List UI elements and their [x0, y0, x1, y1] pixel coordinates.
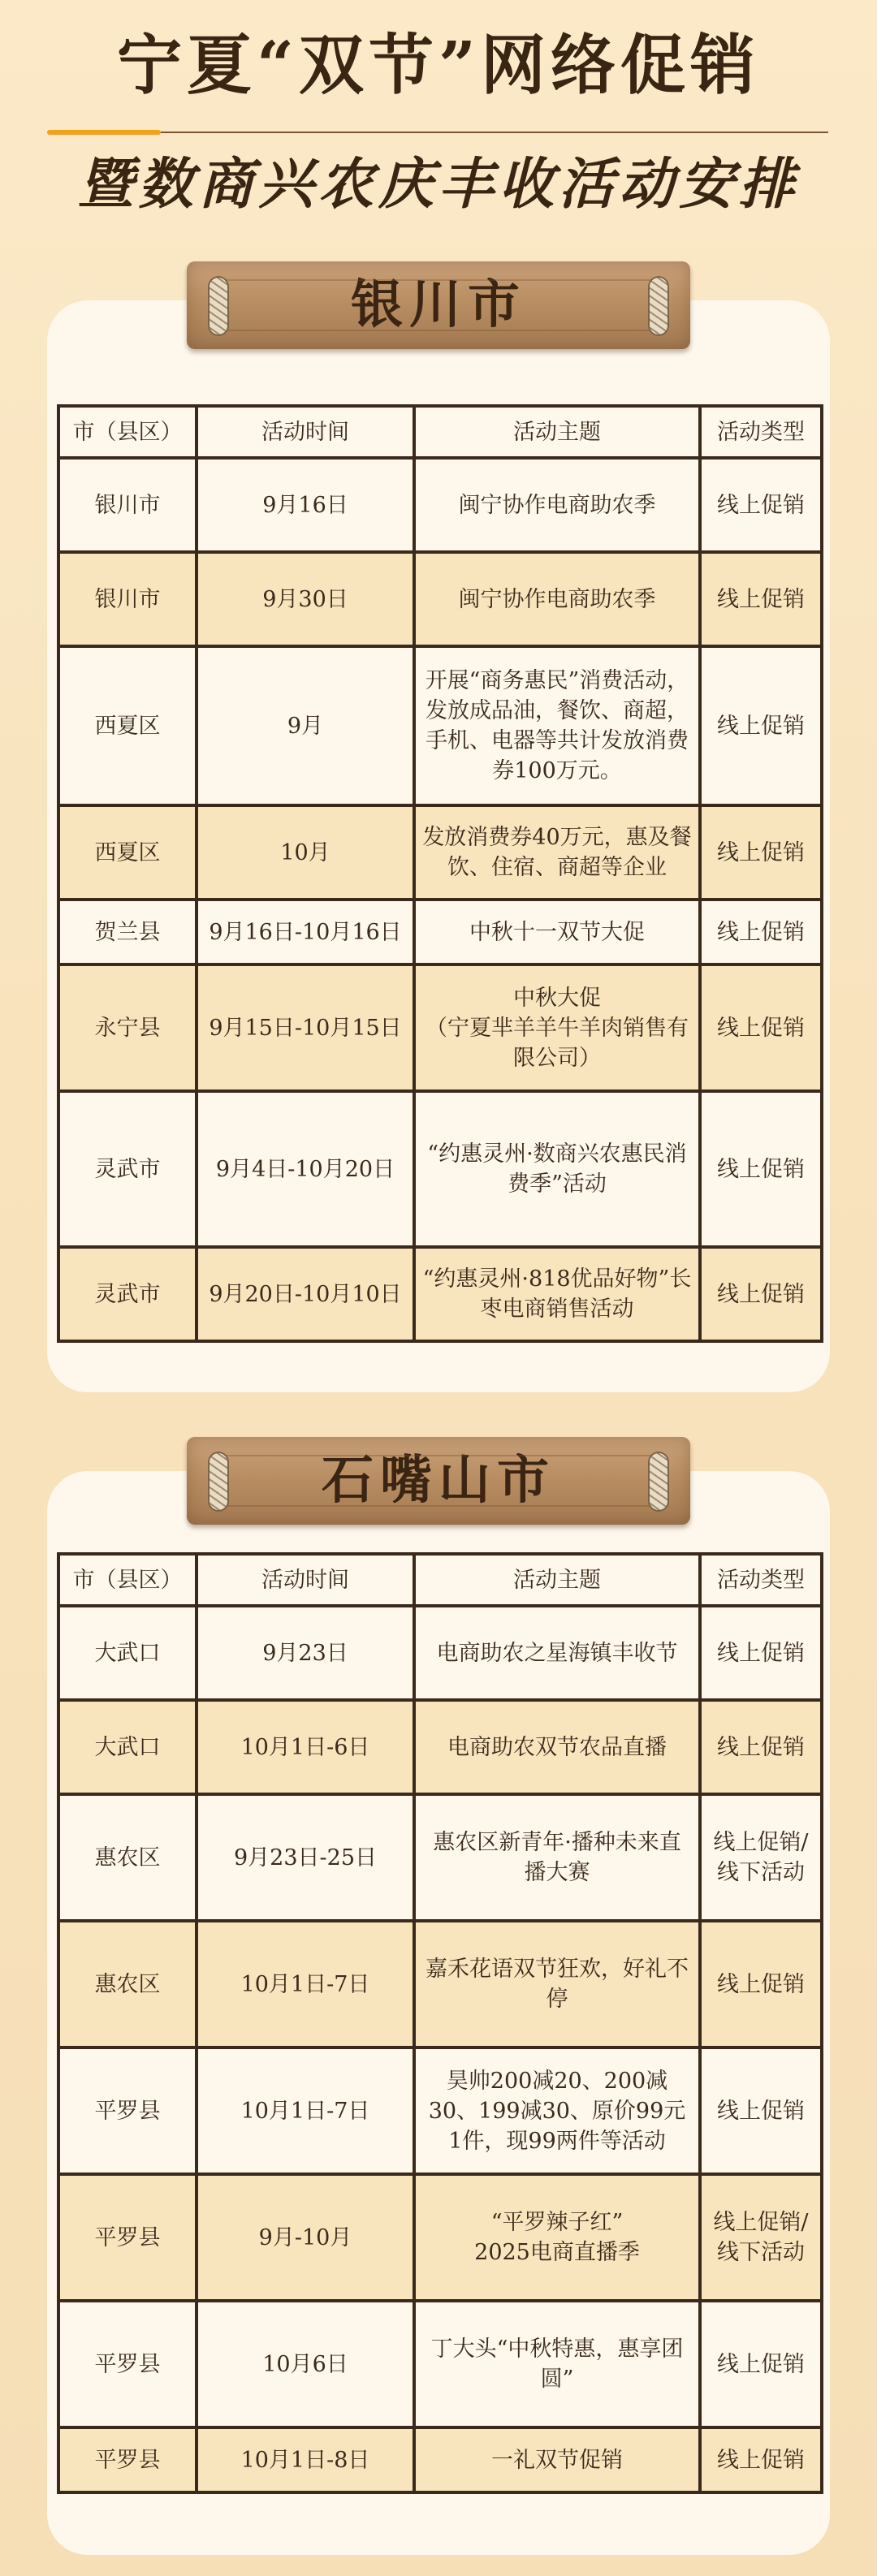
cell-type: 线上促销: [702, 901, 820, 963]
table-row: [60, 1607, 820, 1698]
cell-time: 10月1日-7日: [198, 2049, 413, 2173]
table-row: [60, 1093, 820, 1245]
column-header-theme: 活动主题: [416, 1556, 698, 1604]
table-row: [60, 2429, 820, 2491]
cell-area: 惠农区: [60, 1796, 195, 1919]
cell-time: 9月23日-25日: [198, 1796, 413, 1919]
cell-theme: 中秋十一双节大促: [416, 901, 698, 963]
cell-theme: 发放消费券40万元，惠及餐饮、住宿、商超等企业: [416, 807, 698, 898]
table-row: [60, 1796, 820, 1919]
cell-theme: 闽宁协作电商助农季: [416, 554, 698, 645]
rope-icon: [650, 278, 667, 334]
cell-area: 平罗县: [60, 2176, 195, 2299]
cell-type: 线上促销: [702, 2429, 820, 2491]
cell-type: 线上促销: [702, 460, 820, 550]
section-banner-yinchuan: [187, 261, 690, 349]
cell-theme: “平罗辣子红” 2025电商直播季: [416, 2176, 698, 2299]
cell-type: 线上促销: [702, 807, 820, 898]
cell-area: 灵武市: [60, 1249, 195, 1340]
cell-theme: 中秋大促 （宁夏芈羊羊牛羊肉销售有限公司）: [416, 966, 698, 1090]
cell-area: 灵武市: [60, 1093, 195, 1245]
cell-type: 线上促销: [702, 1702, 820, 1793]
cell-theme: 嘉禾花语双节狂欢，好礼不停: [416, 1922, 698, 2046]
table-row: [60, 2176, 820, 2299]
cell-theme: 惠农区新青年·播种未来直播大赛: [416, 1796, 698, 1919]
cell-time: 9月4日-10月20日: [198, 1093, 413, 1245]
section-title: 石嘴山市: [322, 1450, 555, 1511]
column-header-theme: 活动主题: [416, 408, 698, 456]
cell-time: 9月: [198, 648, 413, 804]
cell-theme: “约惠灵州·818优品好物”长枣电商销售活动: [416, 1249, 698, 1340]
table-row: [60, 2049, 820, 2173]
cell-type: 线上促销: [702, 1249, 820, 1340]
table-header-row: [60, 408, 820, 456]
cell-theme: 昊帅200减20、200减30、199减30、原价99元1件，现99两件等活动: [416, 2049, 698, 2173]
column-header-type: 活动类型: [702, 1556, 820, 1604]
cell-time: 9月15日-10月15日: [198, 966, 413, 1090]
cell-theme: 闽宁协作电商助农季: [416, 460, 698, 550]
header-divider: [161, 132, 828, 133]
cell-time: 10月1日-6日: [198, 1702, 413, 1793]
cell-area: 银川市: [60, 460, 195, 550]
table-row: [60, 648, 820, 804]
table-header-row: [60, 1556, 820, 1604]
cell-area: 西夏区: [60, 648, 195, 804]
cell-type: 线上促销: [702, 966, 820, 1090]
section-banner-shizuishan: [187, 1437, 690, 1525]
cell-time: 9月16日: [198, 460, 413, 550]
table-row: [60, 901, 820, 963]
table-row: [60, 807, 820, 898]
cell-time: 9月23日: [198, 1607, 413, 1698]
cell-type: 线上促销: [702, 2302, 820, 2426]
cell-type: 线上促销: [702, 648, 820, 804]
table-row: [60, 966, 820, 1090]
cell-area: 惠农区: [60, 1922, 195, 2046]
cell-theme: 电商助农之星海镇丰收节: [416, 1607, 698, 1698]
rope-icon: [210, 1453, 227, 1510]
cell-type: 线上促销: [702, 554, 820, 645]
table-row: [60, 2302, 820, 2426]
cell-theme: 开展“商务惠民”消费活动，发放成品油，餐饮、商超，手机、电器等共计发放消费券100万元。: [416, 648, 698, 804]
table-row: [60, 1249, 820, 1340]
cell-area: 大武口: [60, 1607, 195, 1698]
cell-time: 9月30日: [198, 554, 413, 645]
cell-area: 平罗县: [60, 2302, 195, 2426]
cell-type: 线上促销: [702, 1093, 820, 1245]
table-row: [60, 460, 820, 550]
cell-area: 平罗县: [60, 2429, 195, 2491]
cell-time: 10月: [198, 807, 413, 898]
column-header-time: 活动时间: [198, 408, 413, 456]
wood-grain: [211, 1505, 666, 1507]
section-title: 银川市: [351, 274, 526, 335]
wood-grain: [211, 330, 666, 331]
cell-area: 大武口: [60, 1702, 195, 1793]
cell-area: 贺兰县: [60, 901, 195, 963]
cell-type: 线上促销/线下活动: [702, 1796, 820, 1919]
table-row: [60, 1702, 820, 1793]
cell-theme: “约惠灵州·数商兴农惠民消费季”活动: [416, 1093, 698, 1245]
cell-type: 线上促销: [702, 2049, 820, 2173]
cell-time: 9月-10月: [198, 2176, 413, 2299]
cell-time: 10月6日: [198, 2302, 413, 2426]
page-subtitle: 暨数商兴农庆丰收活动安排: [77, 152, 799, 217]
cell-time: 9月20日-10月10日: [198, 1249, 413, 1340]
schedule-table-yinchuan: [57, 404, 823, 1343]
cell-area: 永宁县: [60, 966, 195, 1090]
rope-icon: [210, 278, 227, 334]
table-row: [60, 554, 820, 645]
column-header-area: 市（县区）: [60, 1556, 195, 1604]
cell-area: 平罗县: [60, 2049, 195, 2173]
column-header-type: 活动类型: [702, 408, 820, 456]
page-title: 宁夏“双节”网络促销: [116, 27, 761, 103]
rope-icon: [650, 1453, 667, 1510]
cell-theme: 丁大头“中秋特惠，惠享团圆”: [416, 2302, 698, 2426]
cell-time: 9月16日-10月16日: [198, 901, 413, 963]
cell-type: 线上促销: [702, 1607, 820, 1698]
schedule-table-shizuishan: [57, 1552, 823, 2494]
accent-bar: [47, 130, 161, 135]
cell-theme: 电商助农双节农品直播: [416, 1702, 698, 1793]
cell-time: 10月1日-7日: [198, 1922, 413, 2046]
wood-grain: [211, 279, 666, 281]
column-header-area: 市（县区）: [60, 408, 195, 456]
wood-grain: [211, 1455, 666, 1456]
cell-type: 线上促销: [702, 1922, 820, 2046]
cell-theme: 一礼双节促销: [416, 2429, 698, 2491]
table-row: [60, 1922, 820, 2046]
cell-area: 银川市: [60, 554, 195, 645]
cell-time: 10月1日-8日: [198, 2429, 413, 2491]
column-header-time: 活动时间: [198, 1556, 413, 1604]
cell-type: 线上促销/线下活动: [702, 2176, 820, 2299]
cell-area: 西夏区: [60, 807, 195, 898]
